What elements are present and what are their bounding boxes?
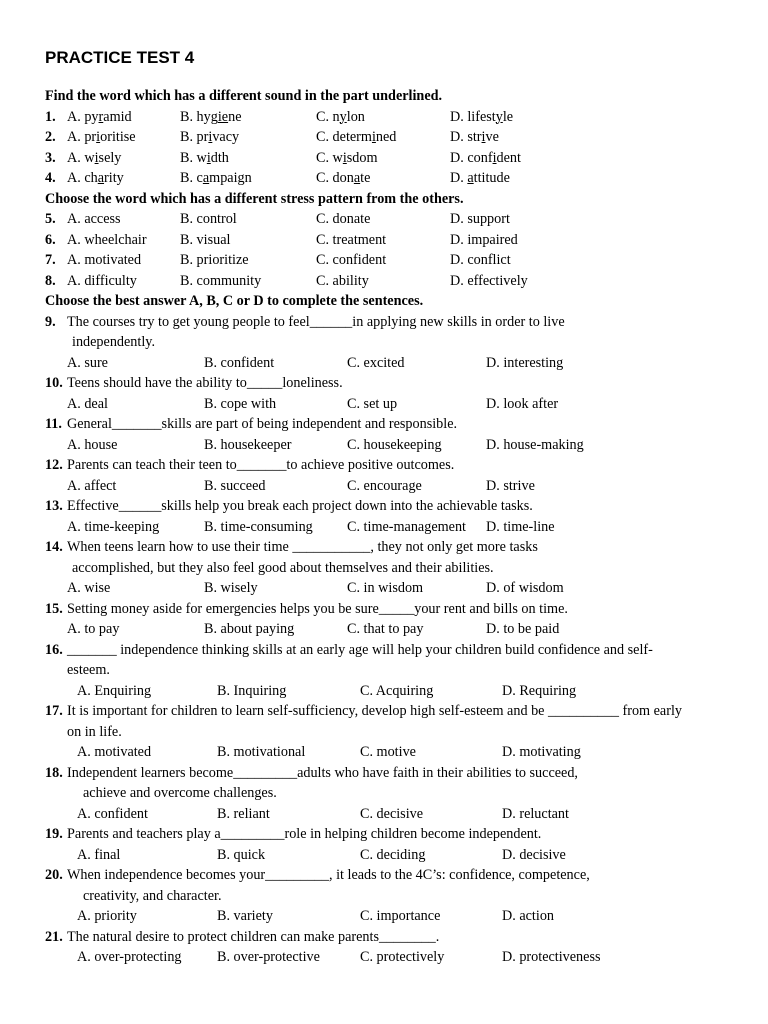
option-a: A. wise	[67, 580, 111, 596]
option-c: C. donate	[316, 211, 371, 227]
question-stem-line	[0, 765, 768, 785]
question-number: 7.	[45, 252, 56, 268]
options-row	[0, 519, 768, 539]
option-b: B. housekeeper	[204, 436, 292, 453]
option-c: C. that to pay	[347, 621, 424, 637]
option-d: D. to be paid	[486, 621, 560, 637]
question-stem-line	[0, 662, 768, 682]
option-a: A. deal	[67, 395, 108, 412]
options-row	[0, 908, 768, 928]
instruction-text: Find the word which has a different sound in the part underlined.	[45, 88, 443, 104]
option-text-part: A. ch	[67, 170, 98, 186]
option-b: B. visual	[180, 231, 231, 248]
option-d: D. support	[450, 211, 510, 227]
options-row	[0, 949, 768, 969]
question-number: 17.	[45, 703, 63, 719]
question-stem-line	[0, 724, 768, 744]
question-stem: _______ independence thinking skills at an early age will help your children build confidence and self-	[67, 641, 653, 658]
option-d	[450, 129, 499, 146]
option-b: B. prioritize	[180, 252, 249, 268]
question-stem-continued: independently.	[72, 334, 155, 350]
option-d: D. action	[502, 908, 555, 924]
option-text-part: D. conf	[450, 149, 493, 166]
question-row	[0, 252, 768, 272]
option-text-part: mpaign	[209, 170, 252, 186]
question-number: 2.	[45, 129, 56, 145]
option-b: B. succeed	[204, 477, 266, 494]
options-row	[0, 683, 768, 703]
option-d: D. look after	[486, 395, 559, 412]
option-b: B. motivational	[217, 744, 306, 760]
option-b: B. over-protective	[217, 949, 320, 965]
options-row	[0, 396, 768, 416]
option-d: D. interesting	[486, 354, 564, 371]
question-stem: The natural desire to protect children can make parents________.	[67, 928, 440, 945]
option-text-part: C. w	[316, 149, 343, 166]
option-d: D. protectiveness	[502, 949, 601, 965]
question-stem-continued: esteem.	[67, 662, 110, 678]
question-stem-line	[0, 457, 768, 477]
option-text-part: D.	[450, 170, 468, 186]
question-number: 10.	[45, 375, 63, 391]
option-c: C. deciding	[360, 846, 426, 863]
option-a: A. affect	[67, 477, 117, 494]
option-a: A. access	[67, 211, 121, 227]
underlined-part: i	[206, 149, 211, 166]
section-instruction	[0, 88, 768, 108]
options-row	[0, 580, 768, 600]
option-d	[450, 109, 513, 126]
option-text-part: D. lifest	[450, 108, 496, 125]
option-c: C. importance	[360, 908, 441, 924]
question-stem-line	[0, 785, 768, 805]
question-row	[0, 232, 768, 252]
option-c	[316, 170, 370, 187]
option-a: A. sure	[67, 354, 108, 371]
option-d: D. effectively	[450, 272, 528, 289]
question-number: 15.	[45, 600, 63, 617]
option-a	[67, 109, 132, 126]
option-text-part: A. pr	[67, 129, 97, 145]
question-stem-line	[0, 334, 768, 354]
underlined-part: a	[97, 170, 105, 186]
question-number: 9.	[45, 313, 56, 330]
option-b	[180, 109, 242, 126]
option-text-part: dth	[210, 149, 229, 166]
question-row	[0, 150, 768, 170]
option-a	[67, 150, 121, 167]
option-text-part: dent	[496, 149, 521, 166]
option-b: B. variety	[217, 908, 273, 924]
option-a: A. Enquiring	[77, 682, 152, 699]
question-number: 18.	[45, 764, 63, 781]
question-number: 13.	[45, 498, 63, 514]
option-text-part: ve	[485, 129, 499, 145]
option-b: B. Inquiring	[217, 682, 287, 699]
underlined-part: i	[342, 149, 347, 166]
question-stem-continued: achieve and overcome challenges.	[83, 785, 277, 801]
question-row	[0, 109, 768, 129]
question-number: 3.	[45, 149, 56, 166]
option-c: C. protectively	[360, 949, 445, 965]
question-stem: It is important for children to learn self-sufficiency, develop high self-esteem and be __________ from early	[67, 703, 682, 719]
option-b: B. wisely	[204, 580, 258, 596]
option-c: C. Acquiring	[360, 682, 434, 699]
question-stem: When teens learn how to use their time ___________, they not only get more tasks	[67, 539, 538, 555]
option-text-part: C. don	[316, 170, 354, 186]
option-b: B. quick	[217, 846, 266, 863]
question-row	[0, 273, 768, 293]
option-d: D. decisive	[502, 846, 566, 863]
option-c: C. time-management	[347, 518, 466, 535]
option-c: C. motive	[360, 744, 416, 760]
option-text-part: A. w	[67, 149, 95, 166]
underlined-part: r	[98, 108, 104, 125]
option-c: C. treatment	[316, 231, 387, 248]
option-a: A. difficulty	[67, 272, 137, 289]
option-text-part: ttitude	[473, 170, 510, 186]
option-text-part: B. c	[180, 170, 203, 186]
option-a	[67, 170, 124, 187]
question-number: 20.	[45, 867, 63, 883]
option-c: C. ability	[316, 272, 369, 289]
question-row	[0, 170, 768, 190]
option-b: B. about paying	[204, 621, 295, 637]
option-a: A. confident	[77, 805, 148, 822]
option-text-part: ne	[228, 108, 242, 125]
question-number: 5.	[45, 211, 56, 227]
option-text-part: A. py	[67, 108, 99, 125]
question-stem: Effective______skills help you break each project down into the achievable tasks.	[67, 498, 533, 514]
option-text-part: B. w	[180, 149, 207, 166]
underlined-part: i	[96, 129, 101, 145]
option-a: A. motivated	[67, 252, 142, 268]
option-text-part: amid	[103, 108, 132, 125]
option-d: D. time-line	[486, 518, 555, 535]
options-row	[0, 355, 768, 375]
option-a: A. house	[67, 436, 118, 453]
question-stem-line	[0, 867, 768, 887]
underlined-part: i	[94, 149, 99, 166]
question-stem-line	[0, 498, 768, 518]
question-stem-continued: on in life.	[67, 723, 122, 740]
option-text-part: oritise	[100, 129, 136, 145]
question-stem-line	[0, 888, 768, 908]
option-c	[316, 109, 365, 126]
option-text-part: D. str	[450, 129, 482, 145]
question-stem-line	[0, 826, 768, 846]
option-c: C. excited	[347, 354, 405, 371]
option-text-part: B. hyg	[180, 108, 218, 125]
question-number: 12.	[45, 457, 63, 473]
question-stem-line	[0, 314, 768, 334]
option-text-part: lon	[346, 108, 365, 125]
question-stem: The courses try to get young people to feel______in applying new skills in order to live	[67, 313, 565, 330]
options-row	[0, 621, 768, 641]
page-title: PRACTICE TEST 4	[45, 48, 195, 67]
option-d	[450, 150, 521, 167]
option-c	[316, 129, 396, 146]
option-d: D. reluctant	[502, 805, 569, 822]
option-b: B. control	[180, 211, 237, 227]
options-row	[0, 847, 768, 867]
underlined-part: y	[495, 108, 503, 125]
option-text-part: vacy	[212, 129, 240, 145]
question-stem-line	[0, 416, 768, 436]
underlined-part: i	[208, 129, 213, 145]
question-row	[0, 129, 768, 149]
question-number: 8.	[45, 272, 56, 289]
option-b: B. reliant	[217, 805, 270, 822]
question-stem-line	[0, 539, 768, 559]
question-stem: General_______skills are part of being independent and responsible.	[67, 416, 458, 432]
option-c: C. set up	[347, 395, 398, 412]
options-row	[0, 478, 768, 498]
question-number: 11.	[45, 416, 62, 432]
option-text-part: sely	[98, 149, 122, 166]
option-b: B. time-consuming	[204, 518, 313, 535]
option-a: A. final	[77, 846, 121, 863]
option-b	[180, 150, 229, 167]
option-d: D. house-making	[486, 436, 584, 453]
option-a: A. wheelchair	[67, 231, 147, 248]
question-stem-line	[0, 929, 768, 949]
option-b: B. cope with	[204, 395, 277, 412]
option-c: C. decisive	[360, 805, 424, 822]
option-text-part: te	[360, 170, 371, 186]
option-d	[450, 170, 510, 187]
options-row	[0, 744, 768, 764]
question-number: 6.	[45, 231, 56, 248]
question-number: 16.	[45, 641, 63, 658]
option-text-part: sdom	[346, 149, 378, 166]
option-d: D. impaired	[450, 231, 518, 248]
option-a: A. to pay	[67, 621, 120, 637]
option-b	[180, 129, 239, 146]
option-text-part: rity	[104, 170, 124, 186]
option-b: B. confident	[204, 354, 275, 371]
option-c	[316, 150, 378, 167]
option-text-part: le	[502, 108, 514, 125]
underlined-part: ie	[217, 108, 229, 125]
option-d: D. motivating	[502, 744, 581, 760]
question-stem: When independence becomes your_________, it leads to the 4C’s: confidence, competence,	[67, 867, 590, 883]
option-d: D. strive	[486, 477, 535, 494]
option-text-part: ned	[375, 129, 397, 145]
question-stem-line	[0, 642, 768, 662]
underlined-part: i	[492, 149, 497, 166]
option-d: D. Requiring	[502, 682, 577, 699]
underlined-part: i	[481, 129, 486, 145]
option-b	[180, 170, 252, 187]
section-instruction	[0, 293, 768, 313]
option-a	[67, 129, 136, 146]
underlined-part: i	[371, 129, 376, 145]
option-text-part: C. n	[316, 108, 340, 125]
section-instruction	[0, 191, 768, 211]
question-stem-line	[0, 560, 768, 580]
option-d: D. of wisdom	[486, 580, 564, 596]
option-c: C. encourage	[347, 477, 422, 494]
question-stem: Setting money aside for emergencies helps you be sure_____your rent and bills on time.	[67, 600, 568, 617]
question-stem: Parents can teach their teen to_______to achieve positive outcomes.	[67, 457, 455, 473]
option-a: A. over-protecting	[77, 949, 182, 965]
instruction-text: Choose the word which has a different stress pattern from the others.	[45, 190, 464, 207]
question-stem: Independent learners become_________adults who have faith in their abilities to succeed,	[67, 764, 578, 781]
question-number: 1.	[45, 108, 56, 125]
option-c: C. in wisdom	[347, 580, 424, 596]
question-row	[0, 211, 768, 231]
option-c: C. housekeeping	[347, 436, 442, 453]
question-stem-line	[0, 703, 768, 723]
question-number: 14.	[45, 539, 63, 555]
options-row	[0, 806, 768, 826]
question-stem-line	[0, 601, 768, 621]
underlined-part: a	[467, 170, 474, 186]
option-b: B. community	[180, 272, 262, 289]
underlined-part: a	[202, 170, 210, 186]
underlined-part: a	[353, 170, 361, 186]
option-d: D. conflict	[450, 252, 511, 268]
question-number: 21.	[45, 928, 63, 945]
question-number: 19.	[45, 826, 63, 842]
option-a: A. time-keeping	[67, 518, 160, 535]
question-stem: Parents and teachers play a_________role in helping children become independent.	[67, 826, 542, 842]
question-stem-continued: accomplished, but they also feel good about themselves and their abilities.	[72, 559, 494, 576]
underlined-part: y	[339, 108, 347, 125]
option-a: A. motivated	[77, 744, 152, 760]
question-number: 4.	[45, 170, 56, 186]
option-c: C. confident	[316, 252, 387, 268]
option-text-part: B. pr	[180, 129, 209, 145]
question-stem-line	[0, 375, 768, 395]
instruction-text: Choose the best answer A, B, C or D to complete the sentences.	[45, 293, 424, 309]
question-stem-continued: creativity, and character.	[83, 887, 222, 904]
question-stem: Teens should have the ability to_____loneliness.	[67, 375, 343, 391]
option-a: A. priority	[77, 908, 137, 924]
option-text-part: C. determ	[316, 129, 372, 145]
options-row	[0, 437, 768, 457]
